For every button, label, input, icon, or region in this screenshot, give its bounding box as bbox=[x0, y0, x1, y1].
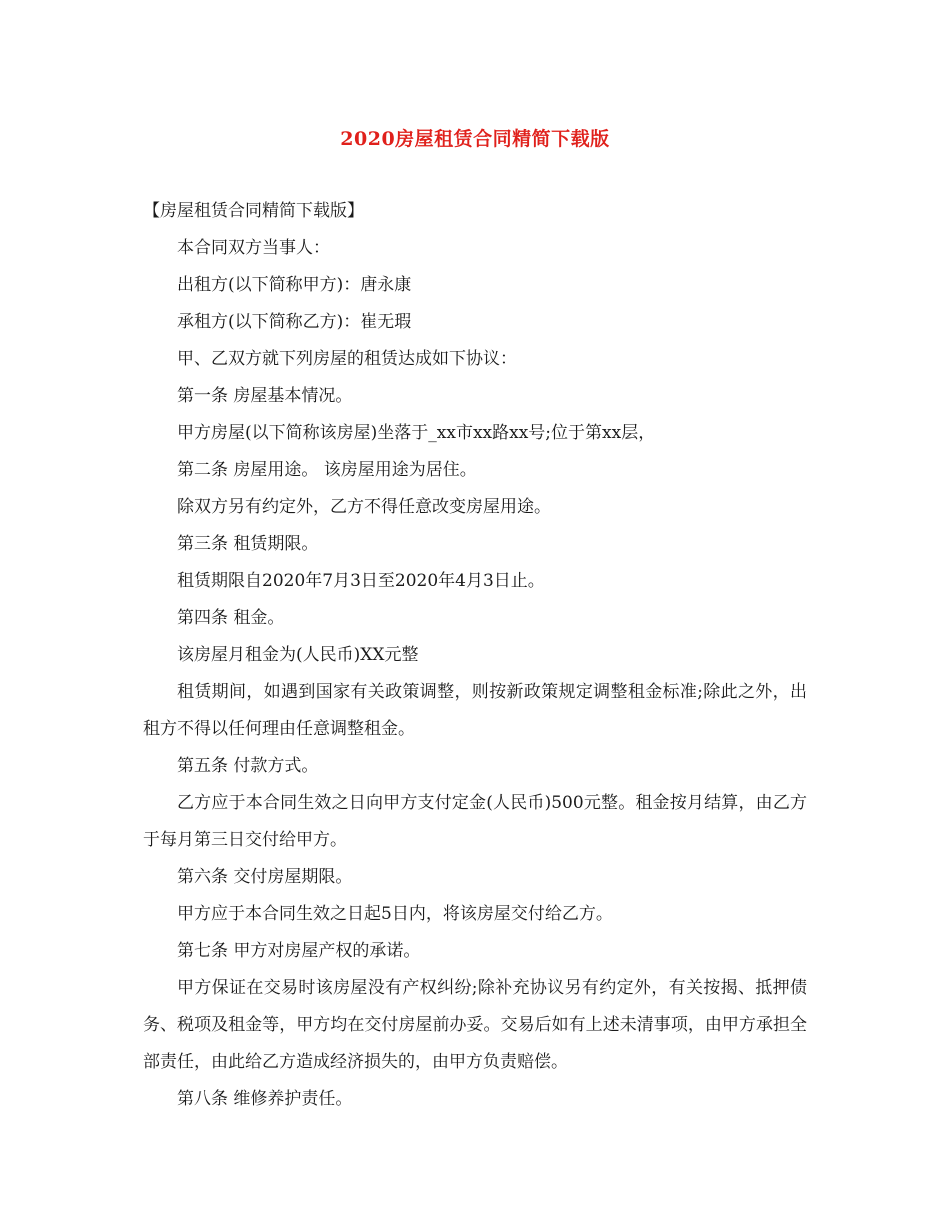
paragraph: 第四条 租金。 bbox=[177, 608, 285, 628]
document-title: 2020房屋租赁合同精简下载版 bbox=[340, 128, 610, 150]
paragraph: 第三条 租赁期限。 bbox=[177, 534, 319, 554]
paragraph: 第五条 付款方式。 bbox=[177, 756, 319, 776]
paragraph: 租赁期限自2020年7月3日至2020年4月3日止。 bbox=[177, 571, 545, 591]
paragraph: 第七条 甲方对房屋产权的承诺。 bbox=[177, 941, 421, 961]
paragraph: 甲方房屋(以下简称该房屋)坐落于_xx市xx路xx号;位于第xx层， bbox=[177, 423, 656, 443]
paragraph: 第二条 房屋用途。 该房屋用途为居住。 bbox=[177, 460, 477, 480]
paragraph: 第八条 维修养护责任。 bbox=[177, 1089, 353, 1109]
paragraph: 【房屋租赁合同精简下载版】 bbox=[143, 201, 364, 221]
paragraph: 本合同双方当事人： bbox=[177, 238, 330, 258]
paragraph: 除双方另有约定外，乙方不得任意改变房屋用途。 bbox=[177, 497, 551, 517]
paragraph: 甲方保证在交易时该房屋没有产权纠纷;除补充协议另有约定外，有关按揭、抵押债务、税项及租金等，甲方均在交付房屋前办妥。交易后如有上述未清事项，由甲方承担全部责任，由此给乙方造成经济损失的，由甲方负责赔偿。 bbox=[143, 978, 807, 1072]
paragraph: 甲、乙双方就下列房屋的租赁达成如下协议： bbox=[177, 349, 517, 369]
paragraph: 承租方(以下简称乙方)：崔无瑕 bbox=[177, 312, 412, 332]
document-body bbox=[143, 193, 807, 1118]
paragraph: 甲方应于本合同生效之日起5日内，将该房屋交付给乙方。 bbox=[177, 904, 613, 924]
paragraph: 第六条 交付房屋期限。 bbox=[177, 867, 353, 887]
paragraph: 第一条 房屋基本情况。 bbox=[177, 386, 353, 406]
paragraph: 出租方(以下简称甲方)：唐永康 bbox=[177, 275, 412, 295]
paragraph: 租赁期间，如遇到国家有关政策调整，则按新政策规定调整租金标准;除此之外，出租方不得以任何理由任意调整租金。 bbox=[143, 682, 807, 739]
paragraph: 该房屋月租金为(人民币)XX元整 bbox=[177, 645, 419, 665]
paragraph: 乙方应于本合同生效之日向甲方支付定金(人民币)500元整。租金按月结算，由乙方于每月第三日交付给甲方。 bbox=[143, 793, 807, 850]
